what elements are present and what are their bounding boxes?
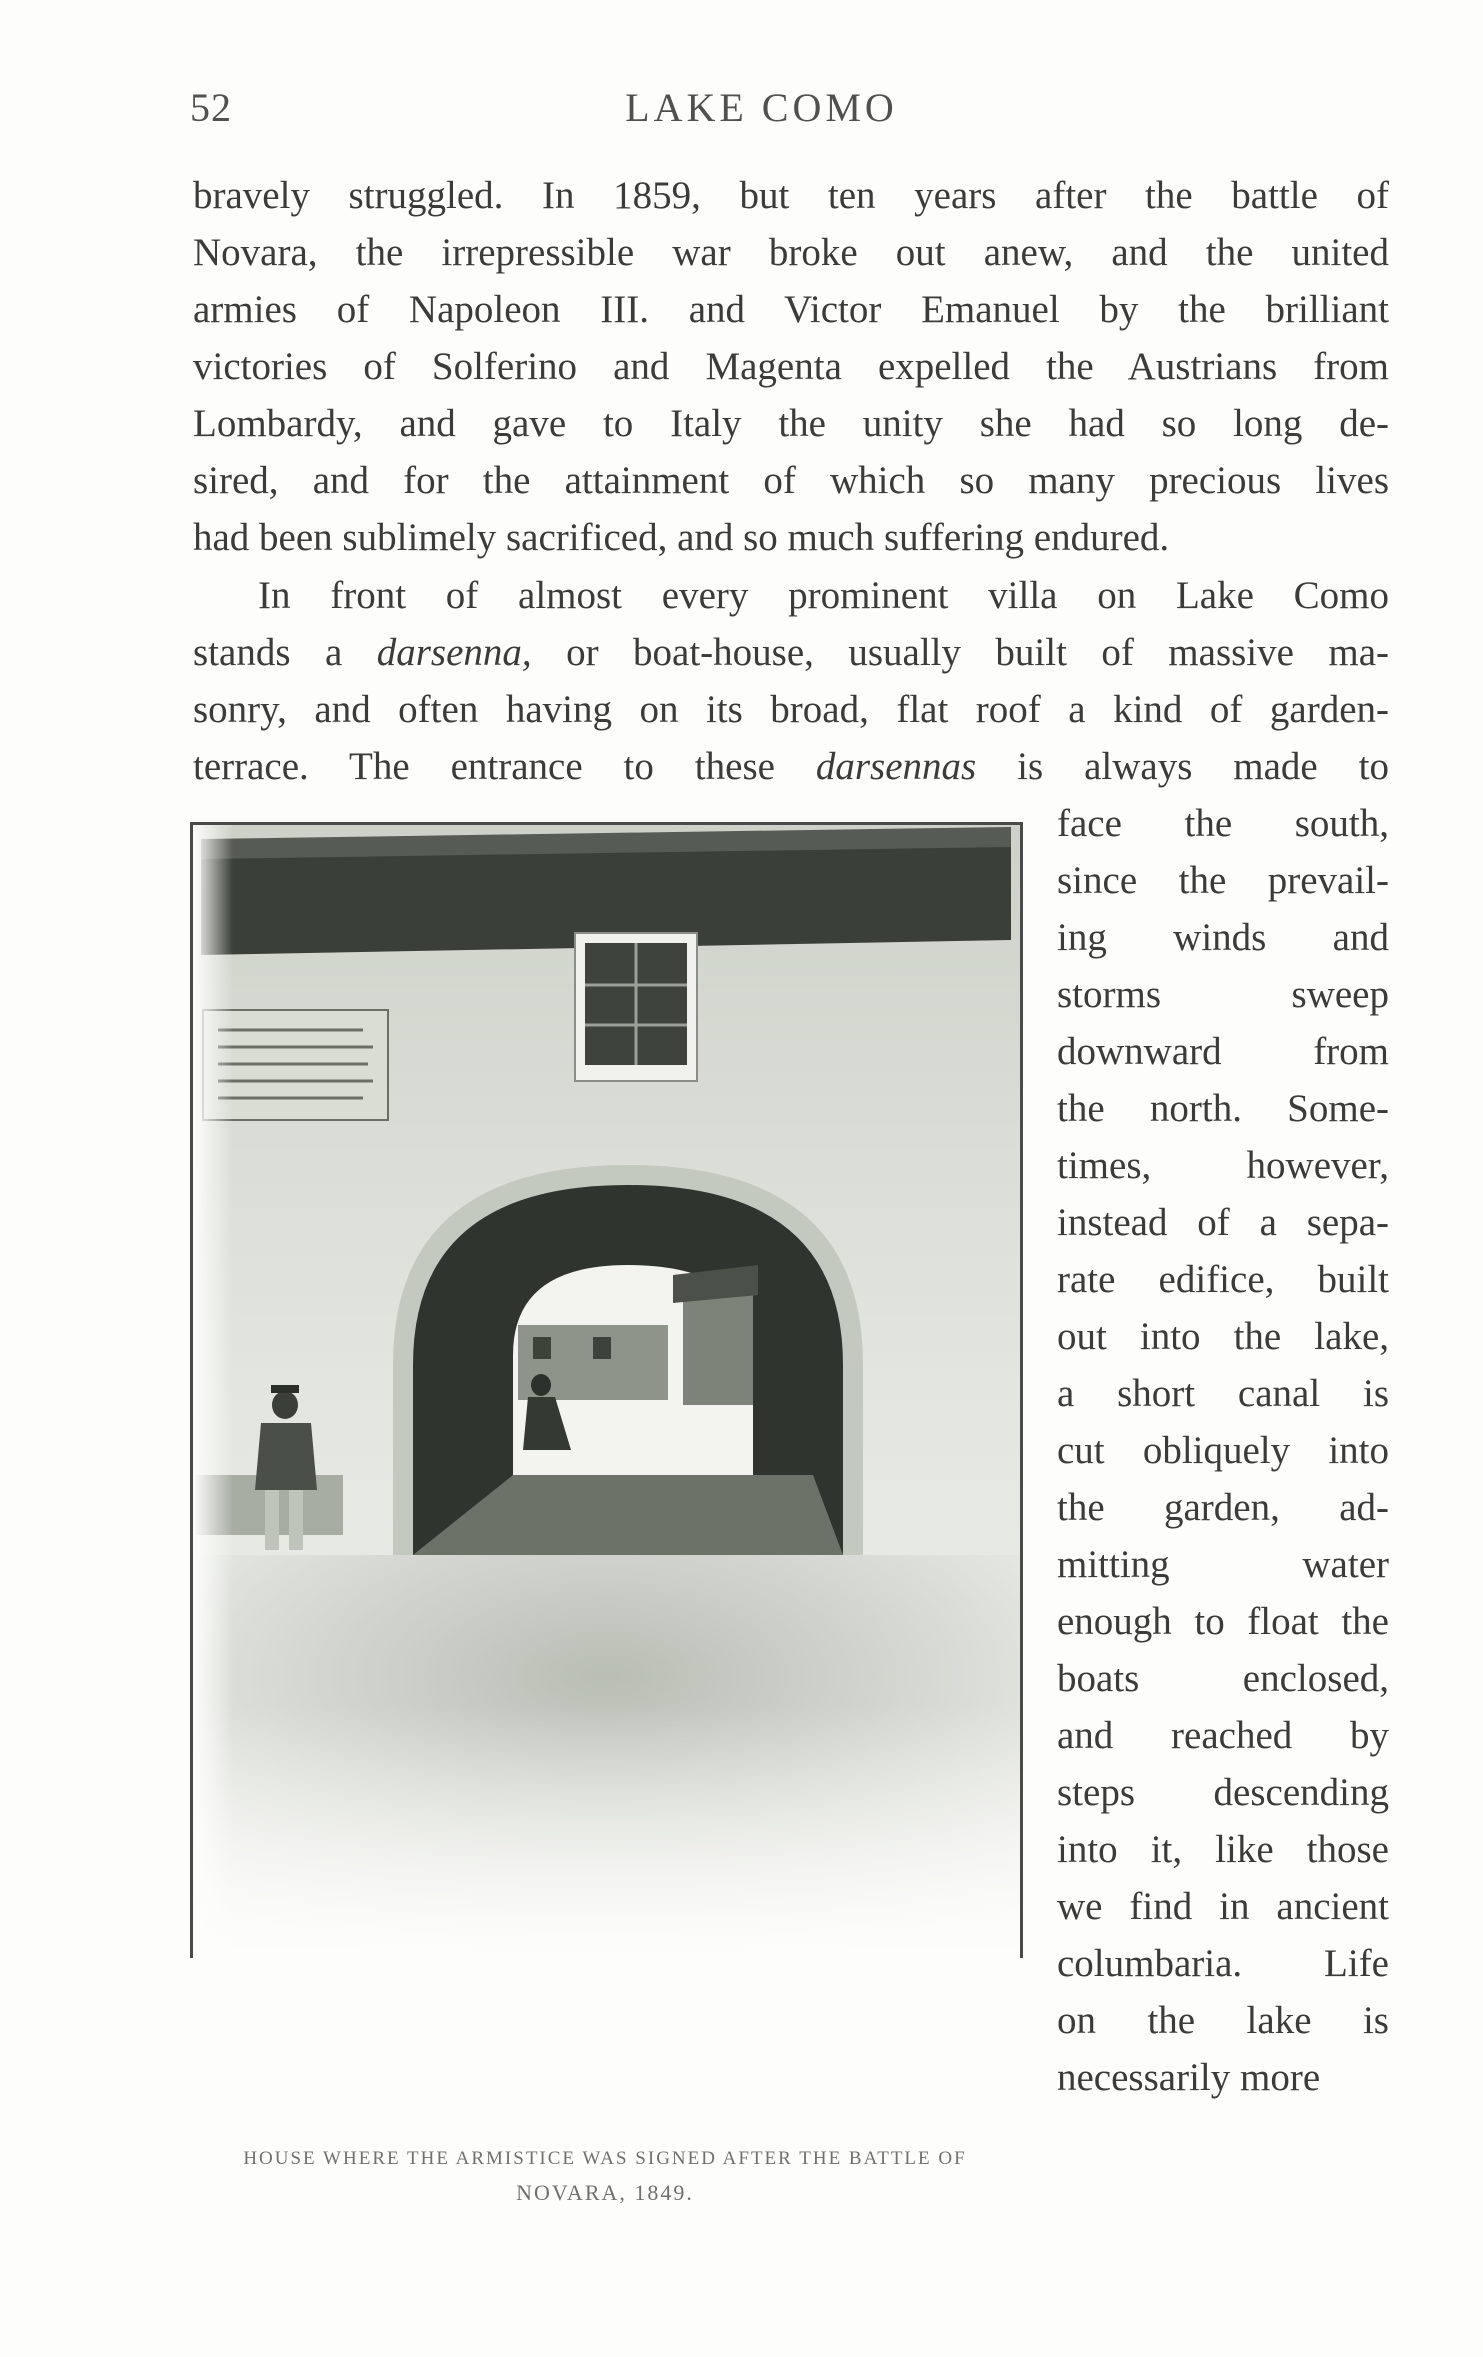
text-run: stands a [193, 631, 343, 674]
text-line [193, 739, 1389, 795]
text-line: a short canal is [1057, 1372, 1389, 1415]
text-line: armies of Napoleon III. and Victor Emanuel by the brilliant [193, 288, 1389, 331]
text-line: cut obliquely into [1057, 1429, 1389, 1472]
text-line: out into the lake, [1057, 1315, 1389, 1358]
text-line: into it, like those [1057, 1828, 1389, 1871]
running-title: LAKE COMO [625, 85, 898, 130]
figure-caption: HOUSE WHERE THE ARMISTICE WAS SIGNED AFTER THE BATTLE OF [243, 2148, 967, 2169]
text-line: face the south, [1057, 802, 1389, 845]
text-line: boats enclosed, [1057, 1657, 1389, 1700]
page-number: 52 [190, 85, 232, 130]
text-line: sired, and for the attainment of which so many precious lives [193, 459, 1389, 502]
text-line: and reached by [1057, 1714, 1389, 1757]
text-line: the north. Some- [1057, 1087, 1389, 1130]
page-header [190, 84, 1383, 144]
text-line [193, 625, 1389, 681]
figure-caption: NOVARA, 1849. [516, 2180, 694, 2205]
photo-house-archway [193, 825, 1020, 1958]
text-line: the garden, ad- [1057, 1486, 1389, 1529]
text-run: is always made to [1017, 745, 1390, 788]
text-line: columbaria. Life [1057, 1942, 1389, 1985]
text-line: since the prevail- [1057, 859, 1389, 902]
text-line: had been sublimely sacrificed, and so much suffering endured. [193, 516, 1170, 559]
text-line: instead of a sepa- [1057, 1201, 1389, 1244]
halftone-photograph [190, 822, 1023, 1958]
italic-term: darsennas [815, 745, 977, 788]
text-line: steps descending [1057, 1771, 1389, 1814]
text-line: storms sweep [1057, 973, 1389, 1016]
text-line: ing winds and [1057, 916, 1389, 959]
italic-term: darsenna, [376, 631, 532, 674]
text-run: terrace. The entrance to these [193, 745, 775, 788]
text-line: bravely struggled. In 1859, but ten years after the battle of [193, 174, 1389, 217]
text-line: times, however, [1057, 1144, 1389, 1187]
text-line: necessarily more [1057, 2056, 1321, 2099]
text-line: Lombardy, and gave to Italy the unity she had so long de- [193, 402, 1389, 445]
text-line: on the lake is [1057, 1999, 1389, 2042]
text-line: victories of Solferino and Magenta expelled the Austrians from [193, 345, 1389, 388]
text-line: downward from [1057, 1030, 1389, 1073]
text-line: rate edifice, built [1057, 1258, 1389, 1301]
text-line: mitting water [1057, 1543, 1389, 1586]
text-line: sonry, and often having on its broad, flat roof a kind of garden- [193, 688, 1389, 731]
text-line: we find in ancient [1057, 1885, 1389, 1928]
text-line: Novara, the irrepressible war broke out anew, and the united [193, 231, 1389, 274]
text-line: enough to float the [1057, 1600, 1389, 1643]
text-line: In front of almost every prominent villa on Lake Como [258, 574, 1389, 617]
text-run: or boat-house, usually built of massive ma- [566, 631, 1390, 674]
